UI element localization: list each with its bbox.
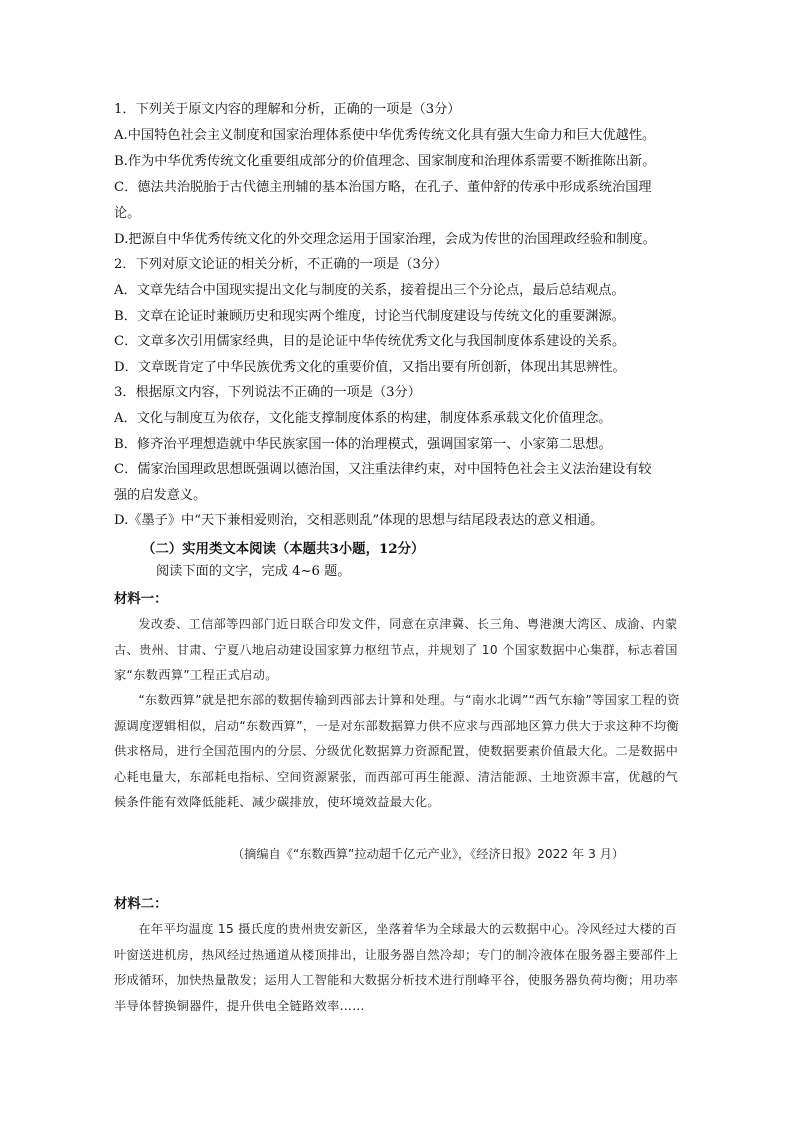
section-instruction: 阅读下面的文字，完成 4~6 题。	[156, 564, 351, 579]
material-1-paragraph-1: 发改委、工信部等四部门近日联合印发文件，同意在京津冀、长三角、粤港澳大湾区、成渝、内蒙古、贵州、甘肃、宁夏八地启动建设国家算力枢纽节点，并规划了 10 个国家数据中心集群，标志着国家“东数西算”工程正式启动。	[114, 617, 678, 682]
question-1-option-c-cont: 论。	[114, 206, 141, 221]
question-2-option-a: A．文章先结合中国现实提出文化与制度的关系，接着提出三个分论点，最后总结观点。	[114, 283, 625, 298]
question-2-stem: 2．下列对原文论证的相关分析，不正确的一项是（3分）	[114, 257, 448, 272]
question-2-option-b: B．文章在论证时兼顾历史和现实两个维度，讨论当代制度建设与传统文化的重要渊源。	[114, 309, 625, 324]
section-title: （二）实用类文本阅读（本题共3小题，12分）	[142, 541, 425, 557]
question-3-option-b: B．修齐治平理想造就中华民族家国一体的治理模式，强调国家第一、小家第二思想。	[114, 437, 612, 452]
question-1-option-d: D.把源自中华优秀传统文化的外交理念运用于国家治理，会成为传世的治国理政经验和制度。	[114, 232, 656, 247]
question-3-option-a: A．文化与制度互为依存，文化能支撑制度体系的构建，制度体系承载文化价值理念。	[114, 411, 612, 426]
question-3-option-d: D.《墨子》中“天下兼相爱则治，交相恶则乱”体现的思想与结尾段表达的意义相通。	[114, 513, 604, 528]
question-3-stem: 3．根据原文内容，下列说法不正确的一项是（3分）	[114, 385, 421, 400]
material-2-label: 材料二：	[114, 896, 168, 912]
question-2-option-d: D．文章既肯定了中华民族优秀文化的重要价值，又指出要有所创新，体现出其思辨性。	[114, 360, 626, 375]
material-1-label: 材料一：	[114, 591, 168, 607]
material-1-paragraph-2: “东数西算”就是把东部的数据传输到西部去计算和处理。与“南水北调”“西气东输”等国家工程的资源调度逻辑相似，启动“东数西算”，一是对东部数据算力供不应求与西部地区算力供大于求这种不均衡供求格局，进行全国范围内的分层、分级优化数据算力资源配置，使数据要素价值最大化。二是数据中心耗电量大，东部耗电指标、空间资源紧张，而西部可再生能源、清洁能源、土地资源丰富，优越的气候条件能有效降低能耗、减少碳排放，使环境效益最大化。	[114, 693, 680, 809]
question-1-stem: 1．下列关于原文内容的理解和分析，正确的一项是（3分）	[114, 102, 461, 117]
question-2-option-c: C．文章多次引用儒家经典，目的是论证中华传统优秀文化与我国制度体系建设的关系。	[114, 334, 626, 349]
question-3-option-c: C．儒家治国理政思想既强调以德治国，又注重法律约束，对中国特色社会主义法治建设有较	[114, 462, 652, 477]
question-1-option-b: B.作为中华优秀传统文化重要组成部分的价值理念、国家制度和治理体系需要不断推陈出新。	[114, 154, 656, 169]
material-1-source: （摘编自《“东数西算”拉动超千亿元产业》，《经济日报》2022 年 3 月）	[232, 847, 625, 861]
question-3-option-c-cont: 强的启发意义。	[114, 488, 207, 503]
question-1-option-a: A.中国特色社会主义制度和国家治理体系使中华优秀传统文化具有强大生命力和巨大优越性。	[114, 128, 656, 143]
material-2-paragraph-1: 在年平均温度 15 摄氏度的贵州贵安新区，坐落着华为全球最大的云数据中心。冷风经过大楼的百叶窗送进机房，热风经过热通道从楼顶排出，让服务器自然冷却；专门的制冷液体在服务器主要部件上形成循环，加快热量散发；运用人工智能和大数据分析技术进行削峰平谷，使服务器负荷均衡；用功率半导体替换铜器件，提升供电全链路效率……	[114, 922, 679, 1013]
question-1-option-c: C．德法共治脱胎于古代德主刑辅的基本治国方略，在孔子、董仲舒的传承中形成系统治国理	[114, 180, 652, 195]
